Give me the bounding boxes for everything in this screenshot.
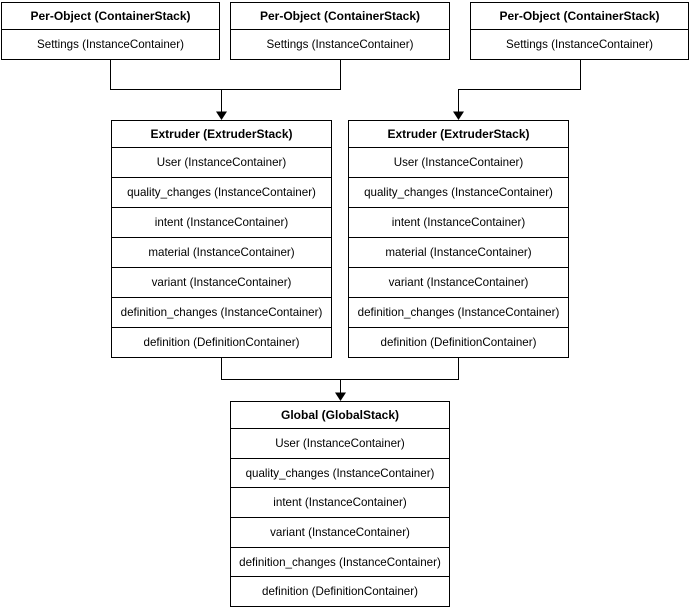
stack-row-definition-changes: definition_changes (InstanceContainer) — [231, 548, 449, 578]
per-object-stack-2 — [230, 2, 450, 60]
stack-row-user: User (InstanceContainer) — [112, 148, 331, 178]
stack-row-settings: Settings (InstanceContainer) — [266, 38, 414, 51]
stack-row-variant: variant (InstanceContainer) — [231, 518, 449, 548]
edge-perobject-1-2-to-extruder-1 — [111, 60, 341, 112]
edge-perobject-3-to-extruder-2 — [459, 60, 581, 112]
arrowhead-global — [335, 393, 346, 402]
stack-title: Per-Object (ContainerStack) — [231, 3, 449, 30]
stack-row-user: User (InstanceContainer) — [349, 148, 568, 178]
stack-row-definition-changes: definition_changes (InstanceContainer) — [349, 298, 568, 328]
stack-row-variant: variant (InstanceContainer) — [112, 268, 331, 298]
global-stack — [230, 401, 450, 607]
stack-row-material: material (InstanceContainer) — [349, 238, 568, 268]
stack-row-settings: Settings (InstanceContainer) — [37, 38, 184, 51]
stack-row-definition-changes: definition_changes (InstanceContainer) — [112, 298, 331, 328]
stack-title: Extruder (ExtruderStack) — [112, 121, 331, 148]
extruder-stack-2 — [348, 120, 569, 358]
stack-row-intent: intent (InstanceContainer) — [112, 208, 331, 238]
stack-title: Extruder (ExtruderStack) — [349, 121, 568, 148]
stack-row-definition: definition (DefinitionContainer) — [262, 585, 418, 599]
per-object-stack-1 — [1, 2, 220, 60]
stack-row-quality-changes: quality_changes (InstanceContainer) — [349, 178, 568, 208]
stack-title: Per-Object (ContainerStack) — [2, 3, 219, 30]
stack-row-user: User (InstanceContainer) — [231, 429, 449, 459]
arrowhead-extruder-2 — [453, 112, 464, 121]
stack-row-intent: intent (InstanceContainer) — [231, 488, 449, 518]
stack-title: Global (GlobalStack) — [231, 402, 449, 429]
stack-row-variant: variant (InstanceContainer) — [349, 268, 568, 298]
edge-extruders-to-global — [222, 358, 459, 393]
stack-row-quality-changes: quality_changes (InstanceContainer) — [231, 459, 449, 489]
stack-row-quality-changes: quality_changes (InstanceContainer) — [112, 178, 331, 208]
stack-row-intent: intent (InstanceContainer) — [349, 208, 568, 238]
stack-row-material: material (InstanceContainer) — [112, 238, 331, 268]
stack-row-definition: definition (DefinitionContainer) — [380, 336, 537, 349]
stack-title: Per-Object (ContainerStack) — [471, 3, 688, 30]
extruder-stack-1 — [111, 120, 332, 358]
stack-row-settings: Settings (InstanceContainer) — [506, 38, 653, 51]
stack-row-definition: definition (DefinitionContainer) — [143, 336, 300, 349]
per-object-stack-3 — [470, 2, 689, 60]
arrowhead-extruder-1 — [216, 112, 227, 121]
